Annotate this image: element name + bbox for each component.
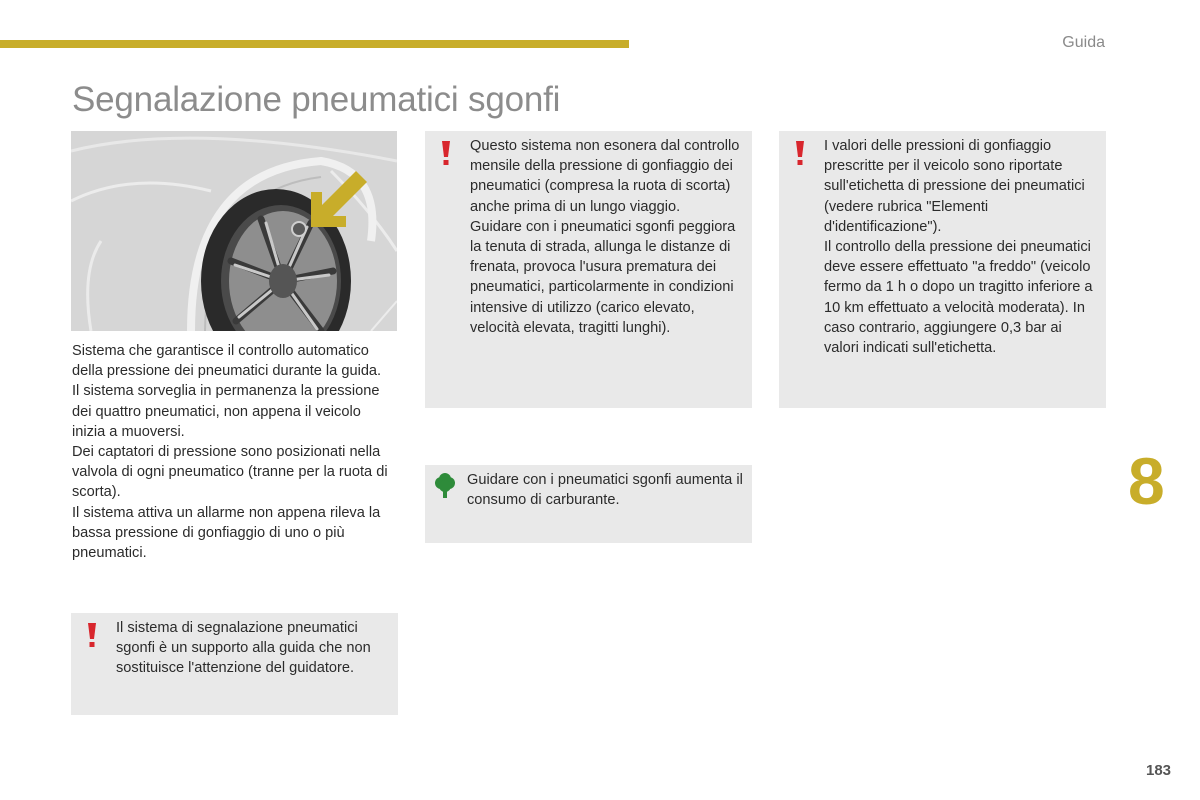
intro-paragraph: Dei captatori di pressione sono posizionati nella valvola di ogni pneumatico (tranne per la ruota di scorta). (72, 444, 388, 501)
intro-paragraph: Il sistema sorveglia in permanenza la pressione dei quattro pneumatici, non appena il veicolo inizia a muoversi. (72, 383, 380, 440)
warning-text: Il sistema di segnalazione pneumatici sgonfi è un supporto alla guida che non sostituisce l'attenzione del guidatore. (116, 620, 371, 677)
wheel-valve-arrow-icon (71, 131, 397, 331)
warning-exclamation-icon (86, 622, 98, 648)
eco-note-box (425, 465, 752, 543)
warning-box-monthly-check (425, 131, 752, 408)
intro-paragraph: Sistema che garantisce il controllo automatico della pressione dei pneumatici durante la guida. (72, 343, 382, 380)
warning-box-driver-attention (71, 613, 398, 715)
eco-tree-icon (434, 473, 456, 499)
warning-text: Questo sistema non esonera dal controllo mensile della pressione di gonfiaggio dei pneumatici (compresa la ruota di scorta) anche prima di un lungo viaggio. (470, 138, 740, 215)
intro-paragraph: Il sistema attiva un allarme non appena rileva la bassa pressione di gonfiaggio di uno o più pneumatici. (72, 504, 381, 562)
warning-exclamation-icon (440, 140, 452, 166)
intro-text (72, 341, 398, 563)
page-number: 183 (1146, 762, 1172, 779)
chapter-number: 8 (1128, 444, 1165, 518)
warning-text: I valori delle pressioni di gonfiaggio prescritte per il veicolo sono riportate sull'etichetta di pressione dei pneumatici (vedere rubrica "Elementi d'identificazione"). (824, 138, 1085, 235)
page-title: Segnalazione pneumatici sgonfi (72, 80, 561, 119)
header-accent-bar (0, 40, 629, 48)
warning-text: Il controllo della pressione dei pneumatici deve essere effettuato "a freddo" (veicolo fermo da 1 h o dopo un tragitto inferiore a 10 km effettuato a velocità moderata). In caso contrario, aggiungere 0,3 bar ai valori indicati sull'etichetta. (824, 239, 1093, 357)
warning-exclamation-icon (794, 140, 806, 166)
warning-text: Guidare con i pneumatici sgonfi peggiora la tenuta di strada, allunga le distanze di frenata, provoca l'usura prematura dei pneumatici, particolarmente in condizioni intensive di utilizzo (carico elevato, velocità elevata, tragitti lunghi). (470, 218, 736, 336)
tire-valve-illustration (71, 131, 397, 331)
warning-box-pressure-values (779, 131, 1106, 408)
section-label: Guida (1062, 34, 1105, 51)
eco-note-text: Guidare con i pneumatici sgonfi aumenta il consumo di carburante. (467, 472, 743, 509)
